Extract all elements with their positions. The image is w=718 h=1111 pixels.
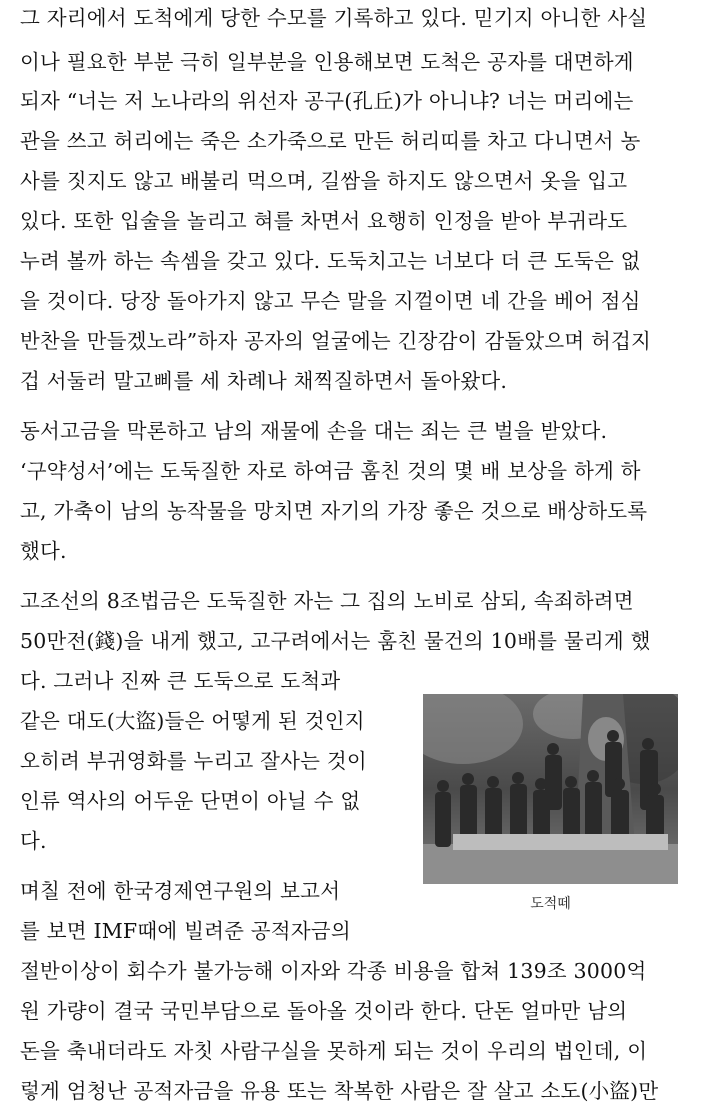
text-line: 고, 가축이 남의 농작물을 망치면 자기의 가장 좋은 것으로 배상하도록 [20, 499, 648, 523]
text-line: 누려 볼까 하는 속셈을 갖고 있다. 도둑치고는 너보다 더 큰 도둑은 없 [20, 249, 641, 273]
group-photo [423, 694, 678, 884]
text-line: 절반이상이 회수가 불가능해 이자와 각종 비용을 합쳐 139조 3000억 [20, 959, 647, 983]
text-line: 고조선의 8조법금은 도둑질한 자는 그 집의 노비로 삼되, 속죄하려면 [20, 589, 634, 613]
text-line: 며칠 전에 한국경제연구원의 보고서 [20, 879, 341, 903]
text-line: 돈을 축내더라도 자칫 사람구실을 못하게 되는 것이 우리의 법인데, 이 [20, 1039, 648, 1063]
text-line: 렇게 엄청난 공적자금을 유용 또는 착복한 사람은 잘 살고 소도(小盜)만 [20, 1079, 659, 1103]
text-line: 되자 “너는 저 노나라의 위선자 공구(孔丘)가 아니냐? 너는 머리에는 [20, 89, 634, 113]
text-line: 반찬을 만들겠노라”하자 공자의 얼굴에는 긴장감이 감돌았으며 허겁지 [20, 329, 652, 353]
text-line: 겁 서둘러 말고삐를 세 차례나 채찍질하면서 돌아왔다. [20, 369, 508, 393]
text-line: 했다. [20, 539, 67, 563]
text-line: 같은 대도(大盜)들은 어떻게 된 것인지 [20, 709, 365, 733]
text-line: 있다. 또한 입술을 놀리고 혀를 차면서 요행히 인정을 받아 부귀라도 [20, 209, 628, 233]
text-line: 인류 역사의 어두운 단면이 아닐 수 없 [20, 789, 361, 813]
text-line: 이나 필요한 부분 극히 일부분을 인용해보면 도척은 공자를 대면하게 [20, 50, 634, 74]
text-line: 동서고금을 막론하고 남의 재물에 손을 대는 죄는 큰 벌을 받았다. [20, 419, 608, 443]
text-line: 원 가량이 결국 국민부담으로 돌아올 것이라 한다. 단돈 얼마만 남의 [20, 999, 628, 1023]
text-line: 오히려 부귀영화를 누리고 잘사는 것이 [20, 749, 367, 773]
text-line: 다. [20, 829, 47, 853]
text-line: 를 보면 IMF때에 빌려준 공적자금의 [20, 919, 351, 943]
text-line: 다. 그러나 진짜 큰 도둑으로 도척과 [20, 669, 341, 693]
group-photo-image [423, 694, 678, 884]
text-line: 사를 짓지도 않고 배불리 먹으며, 길쌈을 하지도 않으면서 옷을 입고 [20, 169, 628, 193]
text-line: 그 자리에서 도척에게 당한 수모를 기록하고 있다. 믿기지 아니한 사실 [20, 6, 648, 30]
text-line: 을 것이다. 당장 돌아가지 않고 무슨 말을 지껄이면 네 간을 베어 점심 [20, 289, 641, 313]
text-line: 50만전(錢)을 내게 했고, 고구려에서는 훔친 물건의 10배를 물리게 했 [20, 629, 651, 653]
text-line: 관을 쓰고 허리에는 죽은 소가죽으로 만든 허리띠를 차고 다니면서 농 [20, 129, 641, 153]
photo-caption: 도적떼 [530, 896, 571, 912]
text-line: ‘구약성서’에는 도둑질한 자로 하여금 훔친 것의 몇 배 보상을 하게 하 [20, 459, 641, 483]
